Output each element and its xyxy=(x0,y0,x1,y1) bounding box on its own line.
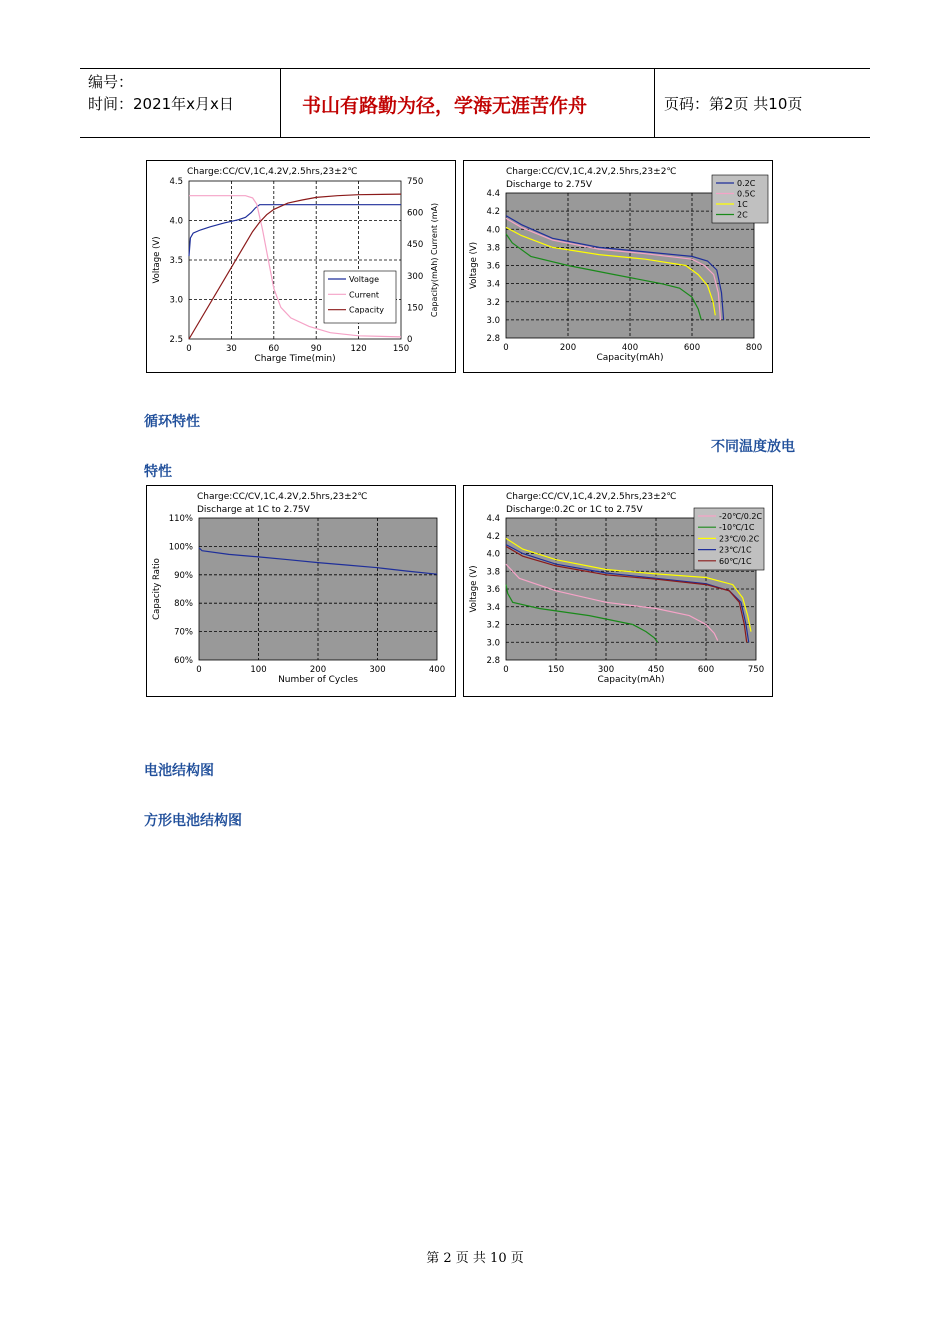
y-axis-label: Capacity Ratio xyxy=(152,558,162,620)
legend-label: 1C xyxy=(737,200,748,209)
header-divider xyxy=(280,69,281,137)
x-tick-label: 600 xyxy=(697,665,715,675)
x-tick-label: 0 xyxy=(196,665,202,675)
x-tick-label: 300 xyxy=(369,665,386,675)
x-tick-label: 0 xyxy=(503,665,509,675)
rate-discharge-chart xyxy=(463,160,773,373)
chart-subtitle: Discharge:0.2C or 1C to 2.75V xyxy=(506,505,643,515)
x-tick-label: 60 xyxy=(268,344,280,354)
y-tick-label: 60% xyxy=(174,656,193,666)
x-tick-label: 0 xyxy=(503,343,509,353)
x-tick-label: 100 xyxy=(250,665,267,675)
y-tick-label: 110% xyxy=(168,514,193,524)
chart-subtitle: Discharge at 1C to 2.75V xyxy=(197,505,310,515)
header-page-info: 页码：第2页 共10页 xyxy=(664,95,803,113)
y-tick-label: 3.8 xyxy=(486,243,500,254)
y2-tick-label: 600 xyxy=(407,208,424,219)
chart-title: Charge:CC/CV,1C,4.2V,2.5hrs,23±2℃ xyxy=(506,167,677,177)
heading-temp-discharge: 不同温度放电 xyxy=(711,439,795,455)
header-left-cell xyxy=(88,71,234,115)
y-tick-label: 3.0 xyxy=(486,315,500,326)
y-tick-label: 3.6 xyxy=(486,585,500,595)
y-tick-label: 4.2 xyxy=(486,207,500,218)
y-tick-label: 70% xyxy=(174,627,193,638)
x-tick-label: 200 xyxy=(309,665,327,675)
chart-title: Charge:CC/CV,1C,4.2V,2.5hrs,23±2℃ xyxy=(197,492,368,502)
x-axis-label: Charge Time(min) xyxy=(254,354,336,364)
x-tick-label: 800 xyxy=(745,343,763,353)
y2-tick-label: 300 xyxy=(407,271,424,282)
y-tick-label: 3.8 xyxy=(486,567,500,578)
legend-label: Capacity xyxy=(349,305,384,315)
x-tick-label: 150 xyxy=(547,665,565,675)
y-axis-label: Voltage (V) xyxy=(469,241,479,290)
x-tick-label: 600 xyxy=(683,343,701,353)
y-tick-label: 4.5 xyxy=(169,177,183,187)
x-tick-label: 400 xyxy=(428,665,446,675)
y-tick-label: 4.0 xyxy=(486,549,500,560)
heading-prismatic-structure: 方形电池结构图 xyxy=(144,813,242,829)
y-tick-label: 100% xyxy=(168,542,193,553)
y2-axis-label: Capacity(mAh) Current (mA) xyxy=(430,202,439,318)
legend-label: Voltage xyxy=(349,275,380,284)
y-tick-label: 2.5 xyxy=(169,335,183,345)
x-tick-label: 450 xyxy=(647,665,665,675)
x-axis-label: Capacity(mAh) xyxy=(597,675,665,685)
legend-label: Current xyxy=(349,290,380,300)
y-tick-label: 3.4 xyxy=(486,279,500,290)
legend-label: 23℃/0.2C xyxy=(719,534,760,544)
y-tick-label: 3.2 xyxy=(486,620,500,631)
legend-label: 60℃/1C xyxy=(719,556,752,566)
y-tick-label: 4.4 xyxy=(486,514,500,524)
heading-battery-structure: 电池结构图 xyxy=(144,763,214,779)
chart-title: Charge:CC/CV,1C,4.2V,2.5hrs,23±2℃ xyxy=(506,492,677,502)
temperature-discharge-chart xyxy=(463,485,773,697)
cycle-chart xyxy=(146,485,456,697)
x-tick-label: 750 xyxy=(747,665,765,675)
heading-temp-discharge-cont: 特性 xyxy=(144,464,172,480)
y-tick-label: 3.5 xyxy=(169,256,183,266)
x-tick-label: 0 xyxy=(186,344,192,354)
x-tick-label: 90 xyxy=(310,344,322,354)
cycle-chart-svg xyxy=(147,486,455,696)
header-motto: 书山有路勤为径，学海无涯苦作舟 xyxy=(302,95,588,117)
legend-label: 23℃/1C xyxy=(719,545,752,555)
y2-tick-label: 0 xyxy=(407,335,413,345)
number-label: 编号： xyxy=(88,73,134,91)
legend-label: -10℃/1C xyxy=(719,523,755,533)
heading-cycle: 循环特性 xyxy=(144,414,200,430)
legend-label: 2C xyxy=(737,210,748,220)
y-tick-label: 80% xyxy=(174,599,193,610)
document-header xyxy=(80,68,870,138)
time-label: 时间：2021年x月x日 xyxy=(88,95,234,113)
x-tick-label: 400 xyxy=(621,343,639,353)
x-tick-label: 30 xyxy=(225,344,237,354)
y-tick-label: 4.4 xyxy=(486,189,500,199)
y-tick-label: 3.0 xyxy=(486,638,500,649)
x-axis-label: Capacity(mAh) xyxy=(596,353,664,363)
y-tick-label: 2.8 xyxy=(486,656,500,666)
temperature-discharge-chart-svg xyxy=(464,486,772,696)
y-tick-label: 3.6 xyxy=(486,261,500,272)
y-tick-label: 3.0 xyxy=(169,295,183,306)
x-tick-label: 300 xyxy=(597,665,615,675)
y-tick-label: 3.4 xyxy=(486,602,500,613)
header-divider xyxy=(654,69,655,137)
x-axis-label: Number of Cycles xyxy=(278,675,358,685)
y-tick-label: 4.2 xyxy=(486,531,500,542)
y-tick-label: 3.2 xyxy=(486,297,500,308)
y-tick-label: 4.0 xyxy=(486,225,500,236)
legend-label: -20℃/0.2C xyxy=(719,512,763,521)
x-tick-label: 200 xyxy=(559,343,577,353)
x-tick-label: 150 xyxy=(392,344,410,354)
page-footer: 第 2 页 共 10 页 xyxy=(426,1251,524,1266)
y2-tick-label: 450 xyxy=(407,240,424,251)
y-axis-label: Voltage (V) xyxy=(469,565,479,613)
chart-title: Charge:CC/CV,1C,4.2V,2.5hrs,23±2℃ xyxy=(187,167,358,177)
charge-chart xyxy=(146,160,456,373)
legend-label: 0.5C xyxy=(737,189,756,199)
y-axis-label: Voltage (V) xyxy=(152,236,162,284)
chart-subtitle: Discharge to 2.75V xyxy=(506,180,593,190)
charge-chart-svg xyxy=(147,161,455,372)
y-tick-label: 4.0 xyxy=(169,216,183,227)
legend-label: 0.2C xyxy=(737,179,756,188)
x-tick-label: 120 xyxy=(350,344,367,354)
y-tick-label: 90% xyxy=(174,570,193,581)
y-tick-label: 2.8 xyxy=(486,334,500,344)
y2-tick-label: 750 xyxy=(407,177,424,187)
y2-tick-label: 150 xyxy=(407,303,424,314)
rate-discharge-chart-svg xyxy=(464,161,772,372)
